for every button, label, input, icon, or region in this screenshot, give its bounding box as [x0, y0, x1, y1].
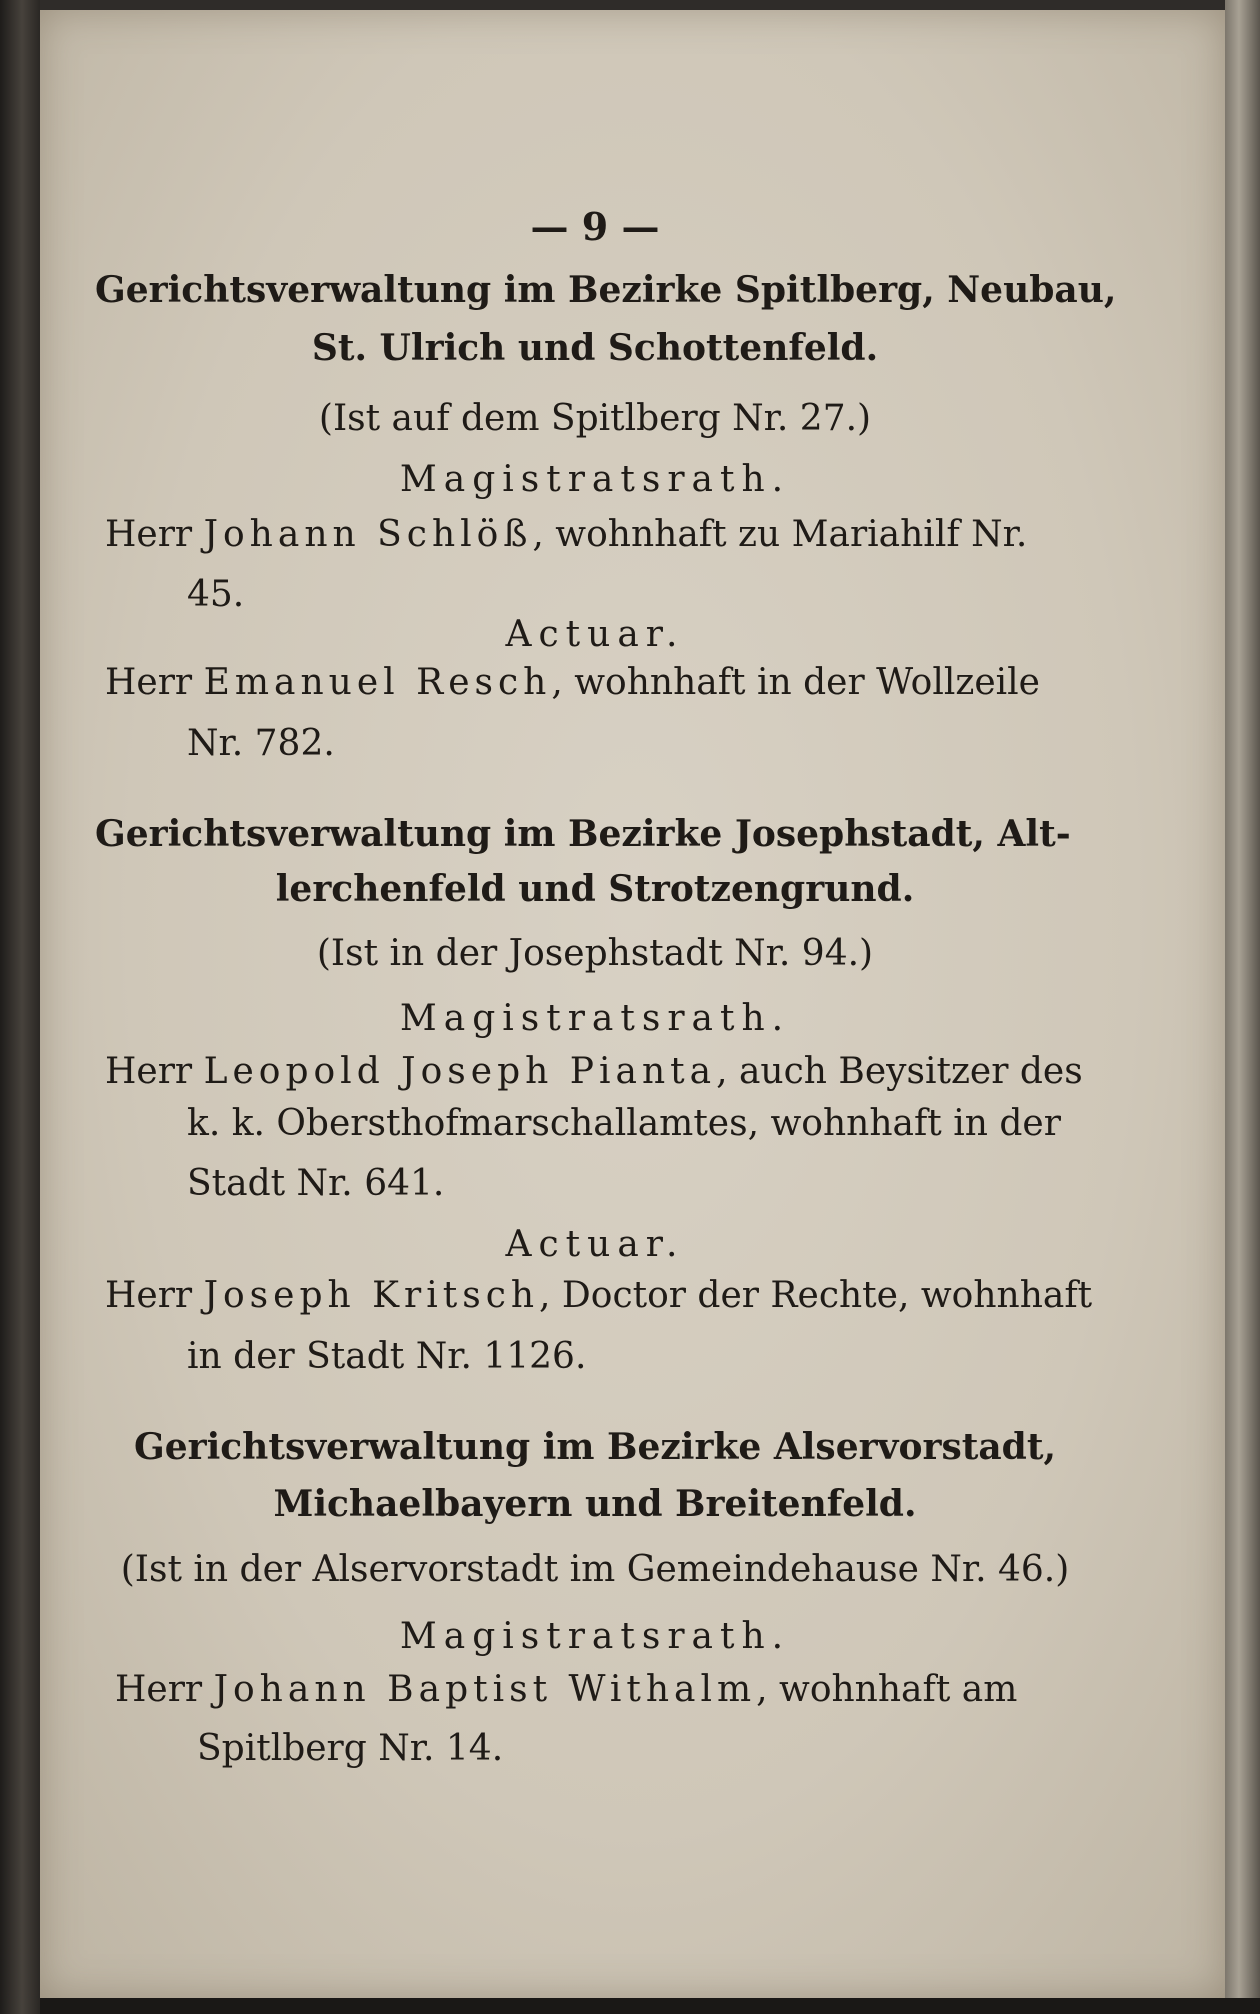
name-prefix: Herr: [115, 1669, 203, 1710]
book-binding: [0, 0, 40, 2014]
entry-text: , Doctor der Rechte, wohnhaft: [539, 1275, 1093, 1316]
section-1-heading-line-2: St. Ulrich und Schottenfeld.: [311, 327, 879, 369]
section-3-role-1-entry-line-1: [115, 1668, 1115, 1712]
section-2-role-2-title: Actuar.: [505, 1224, 685, 1265]
section-2-role-2-entry-line-1: [105, 1274, 1105, 1318]
section-1-role-2-entry-line-2: Nr. 782.: [187, 723, 335, 764]
section-1-role-1-title: Magistratsrath.: [399, 459, 791, 500]
name-prefix: Herr: [105, 514, 193, 555]
section-2-location: (Ist in der Josephstadt Nr. 94.): [316, 933, 874, 974]
person-name: Johann Schlöß: [203, 514, 533, 555]
section-2-heading-line-2: lerchenfeld und Strotzengrund.: [275, 868, 915, 910]
section-3-role-1-entry-line-2: Spitlberg Nr. 14.: [197, 1728, 504, 1769]
person-name: Johann Baptist Withalm: [213, 1669, 757, 1710]
section-1-role-1-entry-line-1: [105, 513, 1105, 557]
section-1-role-2-title: Actuar.: [505, 614, 685, 655]
section-1-role-2-entry-line-1: [105, 661, 1105, 705]
section-3-heading-line-2: Michaelbayern und Breitenfeld.: [273, 1483, 917, 1525]
section-2-role-1-entry-line-2: k. k. Obersthofmarschallamtes, wohnhaft in der: [187, 1103, 1061, 1144]
section-2-role-1-title: Magistratsrath.: [399, 998, 791, 1039]
entry-text: , wohnhaft am: [756, 1669, 1018, 1710]
section-2-heading-line-1: Gerichtsverwaltung im Bezirke Josephstadt, Alt-: [95, 813, 1071, 855]
section-1-role-1-entry-line-2: 45.: [187, 574, 245, 615]
name-prefix: Herr: [105, 662, 193, 703]
paper-page: [40, 10, 1225, 1998]
section-1-heading-line-1: Gerichtsverwaltung im Bezirke Spitlberg, Neubau,: [95, 269, 1117, 311]
entry-text: , wohnhaft zu Mariahilf Nr.: [532, 514, 1028, 555]
entry-text: , wohnhaft in der Wollzeile: [551, 662, 1040, 703]
page-number: — 9 —: [530, 204, 660, 249]
page-edge: [1225, 0, 1260, 2014]
section-3-heading-line-1: Gerichtsverwaltung im Bezirke Alservorstadt,: [133, 1426, 1057, 1468]
section-3-location: (Ist in der Alservorstadt im Gemeindehause Nr. 46.): [120, 1549, 1070, 1590]
person-name: Leopold Joseph Pianta: [203, 1051, 717, 1092]
person-name: Emanuel Resch: [203, 662, 552, 703]
person-name: Joseph Kritsch: [203, 1275, 540, 1316]
section-1-location: (Ist auf dem Spitlberg Nr. 27.): [318, 398, 872, 439]
section-2-role-1-entry-line-3: Stadt Nr. 641.: [187, 1163, 445, 1204]
bottom-shadow: [40, 1998, 1260, 2014]
section-2-role-1-entry-line-1: [105, 1050, 1105, 1094]
section-3-role-1-title: Magistratsrath.: [399, 1616, 791, 1657]
entry-text: , auch Beysitzer des: [716, 1051, 1083, 1092]
name-prefix: Herr: [105, 1051, 193, 1092]
section-2-role-2-entry-line-2: in der Stadt Nr. 1126.: [187, 1336, 587, 1377]
name-prefix: Herr: [105, 1275, 193, 1316]
